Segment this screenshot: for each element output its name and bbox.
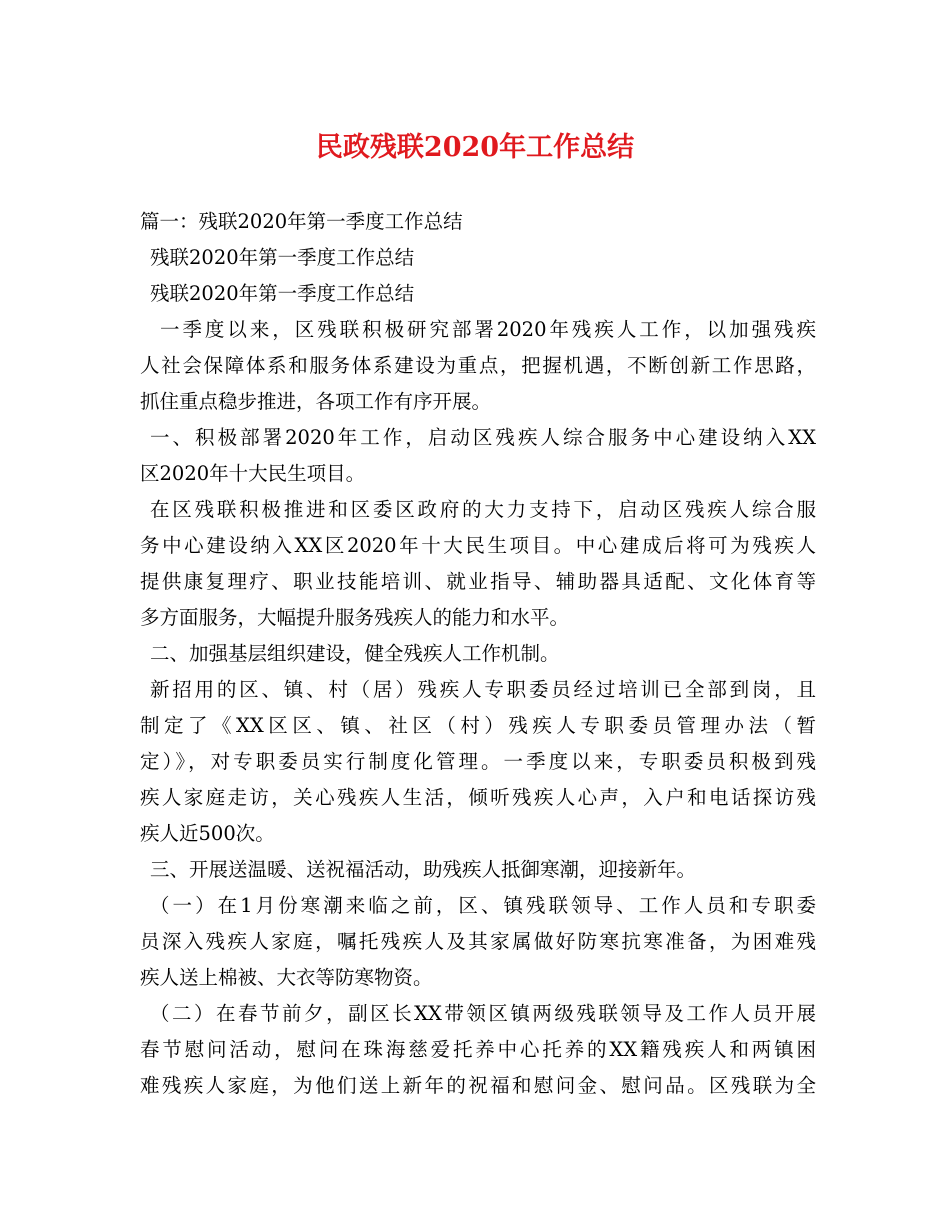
- body-line: 员深入残疾人家庭，嘱托残疾人及其家属做好防寒抗寒准备，为困难残: [140, 930, 816, 953]
- section-heading: 篇一：残联2020年第一季度工作总结: [140, 210, 463, 233]
- body-line: 多方面服务，大幅提升服务残疾人的能力和水平。: [140, 606, 570, 629]
- document-title: 民政残联2020年工作总结: [315, 132, 635, 163]
- heading-line: 一、积极部署2020年工作，启动区残疾人综合服务中心建设纳入XX: [150, 426, 816, 449]
- heading-line: 二、加强基层组织建设，健全残疾人工作机制。: [150, 642, 560, 665]
- body-line: 制定了《XX区区、镇、社区（村）残疾人专职委员管理办法（暂: [140, 714, 816, 737]
- body-line: （一）在1月份寒潮来临之前，区、镇残联领导、工作人员和专职委: [150, 894, 816, 917]
- body-line: （二）在春节前夕，副区长XX带领区镇两级残联领导及工作人员开展: [150, 1002, 816, 1025]
- body-line: 难残疾人家庭，为他们送上新年的祝福和慰问金、慰问品。区残联为全: [140, 1074, 816, 1097]
- heading-line: 区2020年十大民生项目。: [140, 462, 366, 485]
- body-line: 定）》，对专职委员实行制度化管理。一季度以来，专职委员积极到残: [140, 750, 816, 773]
- subtitle-line: 残联2020年第一季度工作总结: [150, 246, 415, 269]
- subtitle-line: 残联2020年第一季度工作总结: [150, 282, 415, 305]
- body-line: 抓住重点稳步推进，各项工作有序开展。: [140, 390, 492, 413]
- body-line: 一季度以来，区残联积极研究部署2020年残疾人工作，以加强残疾: [160, 318, 816, 341]
- body-line: 疾人近500次。: [140, 822, 275, 845]
- body-line: 提供康复理疗、职业技能培训、就业指导、辅助器具适配、文化体育等: [140, 570, 816, 593]
- heading-line: 三、开展送温暖、送祝福活动，助残疾人抵御寒潮，迎接新年。: [150, 858, 697, 881]
- body-line: 疾人送上棉被、大衣等防寒物资。: [140, 966, 433, 989]
- body-line: 人社会保障体系和服务体系建设为重点，把握机遇，不断创新工作思路，: [140, 354, 816, 377]
- body-line: 春节慰问活动，慰问在珠海慈爱托养中心托养的XX籍残疾人和两镇困: [140, 1038, 816, 1061]
- document-body: [140, 204, 816, 1104]
- body-line: 新招用的区、镇、村（居）残疾人专职委员经过培训已全部到岗，且: [150, 678, 816, 701]
- body-line: 在区残联积极推进和区委区政府的大力支持下，启动区残疾人综合服: [150, 498, 816, 521]
- body-line: 务中心建设纳入XX区2020年十大民生项目。中心建成后将可为残疾人: [140, 534, 816, 557]
- body-line: 疾人家庭走访，关心残疾人生活，倾听残疾人心声，入户和电话探访残: [140, 786, 816, 809]
